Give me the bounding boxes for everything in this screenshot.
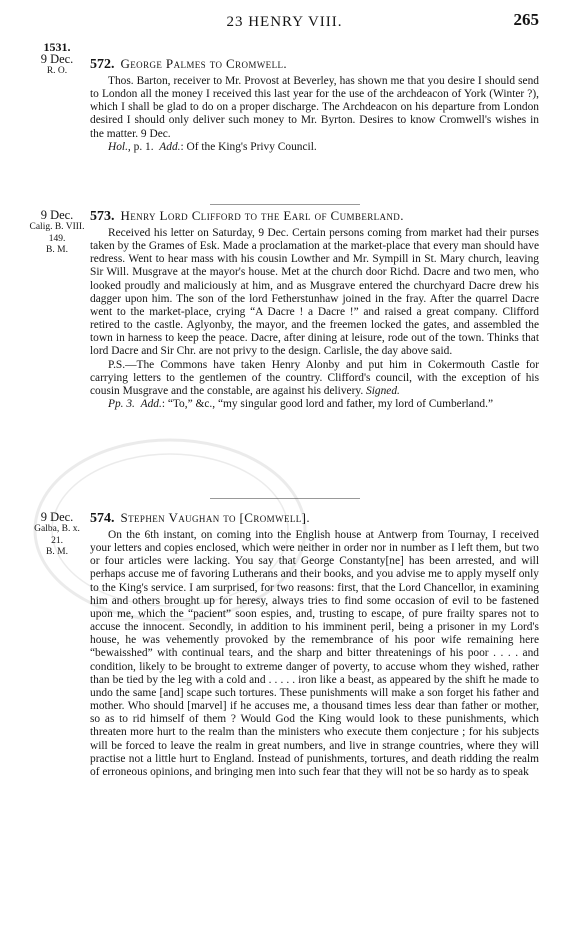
meta-address: : Of the King's Privy Council. [180,140,317,153]
entry-margin [28,42,86,77]
entry-body [90,208,539,411]
entry-heading [90,208,539,225]
page-number: 265 [513,10,539,29]
entry-title: Stephen Vaughan to [Cromwell]. [120,510,311,525]
margin-source: Calig. B. VIII. [29,221,85,232]
running-title: 23 HENRY VIII. [226,14,343,30]
entry-paragraph: Received his letter on Saturday, 9 Dec. Certain persons coming from market had their purses taken by the Grames of Esk. Made a proclamation at the market-place that every man should have redress. Went to hear mass with his cousin Lowther and Mr. Sympill in St. Mary church, leaving Sir Will. Musgrave at the mayor's house. Met at the church door Richd. Dacre and two men, who looked proudly and maliciously at him, and as Musgrave entered the churchyard Dacre drew his dagger upon him. The son of the lord Fetherstunhaw joined in the fray. After the quarrel Dacre went to the market-place, crying “A Dacre ! a Dacre !” and raised a great company. Clifford retired to the castle. Aglyonby, the mayor, and the freemen locked the gates, and assembled the town in harness to keep the peace. Dacre, after dining at leisure, rode out of the town. Thinks that lord Dacre and Sir Chr. are not privy to the design. Carlisle, the day above said. [90,227,539,358]
margin-source-folio: 149. [48,233,66,244]
margin-repository: B. M. [46,547,68,558]
meta-pages: p. 1. [133,140,154,153]
entry-title: George Palmes to Cromwell. [120,56,288,71]
meta-hol: Hol., [108,140,131,153]
signed-note: Signed. [366,384,400,397]
running-header [30,6,539,34]
entry-postscript [90,359,539,398]
margin-year: 1531. [43,40,71,54]
margin-source: R. O. [46,65,68,76]
entry-paragraph: On the 6th instant, on coming into the English house at Antwerp from Tournay, I received your letters and copies enclosed, which were neither in order nor in number as I left them, but two or four articles were lacking. You say that George Constanty[ne] has been arrested, and will perhaps accuse me of favoring Lutherans and their books, and you advise me to apply myself only to the King's service. I am surprised, for two reasons: first, that the Lord Chancellor, in examining him and others brought up for heresy, always tries to find some occasion of evil to be fastened upon me, which the “pacient” soon espies, and, trusting to escape, of pure frailty spares not to accuse the innocent. Secondly, in addition to his imminent peril, being a prisoner in my Lord's house, he was vehemently provoked by the remembrance of his poor wife remaining here “bewaisshed” with continual tears, and the sharp and bitter threatenings of his poor . . . . and condition, likely to be brought to extreme danger of poverty, to accuse whom they wished, rather than be tied by the leg with a cold and . . . . . iron like a beast, as appeared by the shift he made to undo the same [and] scape such tortures. These punishments will make a son forget his father and mother. Who should [marvel] if he accuses me, a thousand times less dear than father or mother, so as to rid himself of them ? Would God the King would look to these punishments, which threaten more hurt to the realm than the ministers who execute them conjecture ; for his subjects will be forced to leave the realm in great numbers, and live in strange countries, where they will practise not a little hurt to England. Instead of punishments, tortures, and death ridding the realm of erroneous opinions, and bringing men into such fear that they will not be so hardy as to speak [90,529,539,778]
margin-date: 9 Dec. [40,51,74,66]
entry-meta [90,141,539,154]
meta-add: Add. [159,140,181,153]
margin-source-folio: 21. [51,535,63,546]
entry-margin [28,512,86,559]
entry-meta [90,398,539,411]
meta-address: : “To,” &c., “my singular good lord and father, my lord of Cumberland.” [161,398,494,411]
entry-body [90,510,539,779]
entry-paragraph: Thos. Barton, receiver to Mr. Provost at Beverley, has shown me that you desire I should send to London all the money I received this last year for the use of the archdeacon of York (Winter ?), which I shall be glad to do on a proper discharge. The Archdeacon on his departure from London desired I should only deliver such money to Mr. Byrton. Desires to know Cromwell's wishes in the matter. 9 Dec. [90,75,539,140]
margin-repository: B. M. [46,245,68,256]
meta-pages: Pp. 3. [108,398,135,411]
entry-heading [90,56,539,73]
entry-margin [28,210,86,257]
entry-divider [210,204,360,205]
meta-add: Add. [140,398,162,411]
entry-title: Henry Lord Clifford to the Earl of Cumberland. [120,208,404,223]
margin-date: 9 Dec. [40,208,74,222]
entry-divider [210,498,360,499]
postscript-text: P.S.—The Commons have taken Henry Alonby and put him in Cokermouth Castle for carrying letters to the gentlemen of the country. Clifford's council, with the exception of his cousin Musgrave and the constable, are against his delivery. [90,358,539,397]
margin-source: Galba, B. x. [34,523,80,534]
entry-number: 573. [90,209,115,224]
entry-number: 572. [90,57,115,72]
margin-date: 9 Dec. [40,510,74,524]
entry-body [90,56,539,154]
entry-number: 574. [90,511,115,526]
entry-heading [90,510,539,527]
